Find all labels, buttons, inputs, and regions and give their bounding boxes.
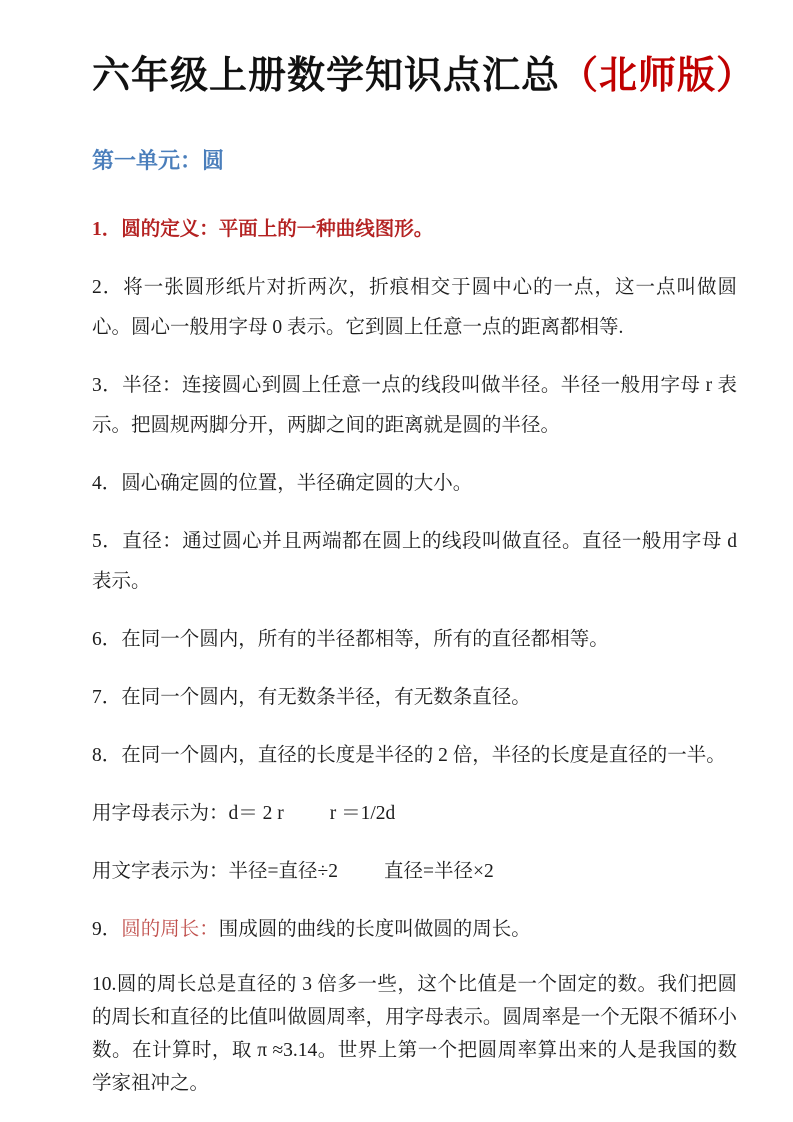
formula-letters-label: 用字母表示为： xyxy=(92,803,229,824)
section-heading-unit-1: 第一单元：圆 xyxy=(92,148,225,173)
point-9-circumference xyxy=(92,910,737,950)
formula-words-expr1: 半径=直径÷2 xyxy=(228,861,338,882)
point-9-term: 圆的周长： xyxy=(121,919,219,940)
point-6-equal-radii-diameters: 6．在同一个圆内，所有的半径都相等，所有的直径都相等。 xyxy=(92,629,609,650)
point-8-diameter-radius-relation: 8．在同一个圆内，直径的长度是半径的 2 倍，半径的长度是直径的一半。 xyxy=(92,745,726,766)
formula-letters-expr1: d＝ 2 r xyxy=(228,803,284,824)
point-2-circle-center: 2．将一张圆形纸片对折两次，折痕相交于圆中心的一点，这一点叫做圆心。圆心一般用字母 0 表示。它到圆上任意一点的距离都相等. xyxy=(92,277,737,338)
point-9-number: 9． xyxy=(92,919,122,940)
formula-letters-line xyxy=(92,794,737,834)
point-9-rest: 围成圆的曲线的长度叫做圆的周长。 xyxy=(218,919,531,940)
point-7-countless-radii-diameters: 7．在同一个圆内，有无数条半径，有无数条直径。 xyxy=(92,687,531,708)
document-title xyxy=(92,50,756,102)
point-4-position-size: 4．圆心确定圆的位置，半径确定圆的大小。 xyxy=(92,473,473,494)
point-1-circle-definition: 1．圆的定义：平面上的一种曲线图形。 xyxy=(92,219,434,240)
point-10-pi: 10.圆的周长总是直径的 3 倍多一些，这个比值是一个固定的数。我们把圆的周长和直径的比值叫做圆周率，用字母表示。圆周率是一个无限不循环小数。在计算时，取 π ≈3.14。世界上第一个把圆周率算出来的人是我国的数学家祖冲之。 xyxy=(92,974,737,1094)
formula-words-label: 用文字表示为： xyxy=(92,861,229,882)
formula-words-expr2: 直径=半径×2 xyxy=(383,861,494,882)
document-title-edition: （北师版） xyxy=(560,55,756,97)
formula-words-line xyxy=(92,852,737,892)
point-3-radius: 3．半径：连接圆心到圆上任意一点的线段叫做半径。半径一般用字母 r 表示。把圆规两脚分开，两脚之间的距离就是圆的半径。 xyxy=(92,375,737,436)
formula-letters-expr2: r ＝1/2d xyxy=(329,803,396,824)
document-title-main: 六年级上册数学知识点汇总 xyxy=(92,55,561,97)
point-5-diameter: 5．直径：通过圆心并且两端都在圆上的线段叫做直径。直径一般用字母 d 表示。 xyxy=(92,531,737,592)
